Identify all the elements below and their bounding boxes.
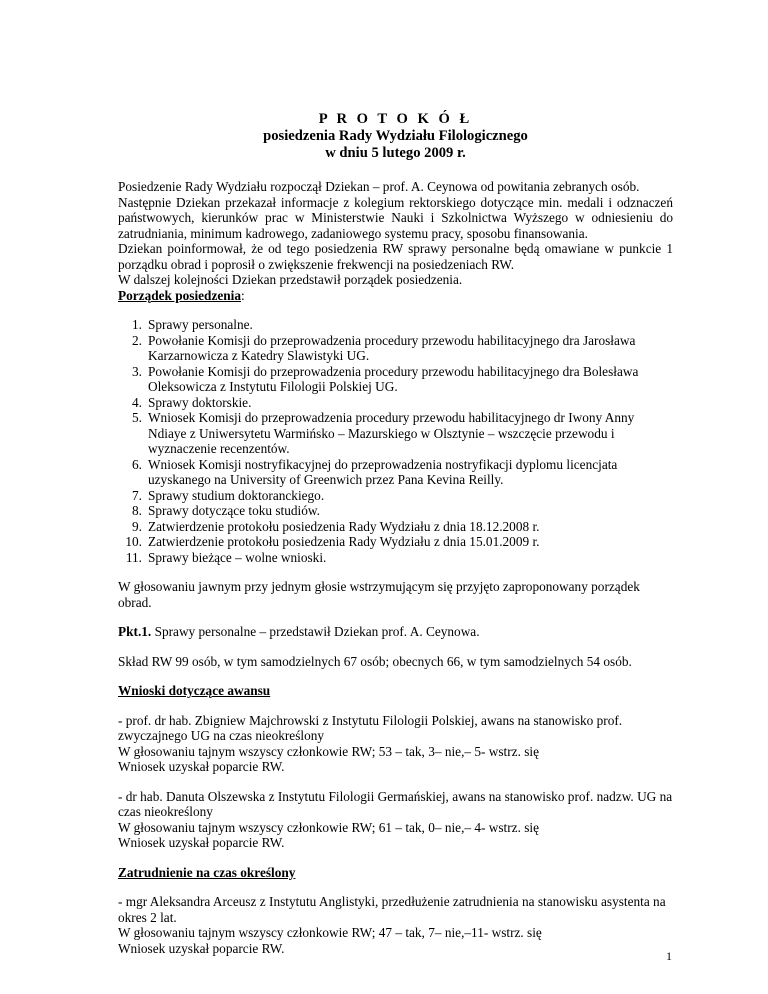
- pkt1-line: [118, 624, 673, 640]
- intro-section: [118, 179, 673, 303]
- agenda-item-number: 3.: [132, 363, 142, 379]
- agenda-item-text: Zatwierdzenie protokołu posiedzenia Rady Wydziału z dnia 15.01.2009 r.: [148, 534, 540, 549]
- intro-paragraph: Dziekan poinformował, że od tego posiedzenia RW sprawy personalne będą omawiane w punkcie 1 porządku obrad i poprosił o zwiększenie frekwencji na posiedzeniach RW.: [118, 241, 673, 272]
- agenda-item-text: Sprawy doktorskie.: [148, 394, 252, 410]
- title-date: w dniu 5 lutego 2009 r.: [325, 145, 466, 161]
- agenda-item-number: 7.: [132, 487, 142, 503]
- title-subject: posiedzenia Rady Wydziału Filologicznego: [263, 128, 528, 144]
- awans-entry: [118, 713, 673, 775]
- entry-description: - dr hab. Danuta Olszewska z Instytutu Filologii Germańskiej, awans na stanowisko prof. nadzw. UG na czas nieokreślony: [118, 788, 673, 819]
- agenda-item: [118, 410, 673, 457]
- zatrudnienie-entry: [118, 894, 673, 956]
- agenda-item-text: Zatwierdzenie protokołu posiedzenia Rady Wydziału z dnia 18.12.2008 r.: [148, 518, 540, 534]
- entry-vote: W głosowaniu tajnym wszyscy członkowie RW; 53 – tak, 3– nie,– 5- wstrz. się: [118, 743, 539, 759]
- agenda-item: [118, 519, 673, 535]
- agenda-item-text: Sprawy studium doktoranckiego.: [148, 487, 325, 503]
- agenda-heading: [118, 288, 673, 304]
- entry-description: - prof. dr hab. Zbigniew Majchrowski z Instytutu Filologii Polskiej, awans na stanowisko prof. zwyczajnego UG na czas nieokreślony: [118, 712, 623, 743]
- document-body: [118, 111, 673, 956]
- agenda-item-text: Sprawy bieżące – wolne wnioski.: [148, 549, 327, 565]
- agenda-item-text: Sprawy personalne.: [148, 317, 253, 332]
- agenda-item-number: 2.: [132, 332, 142, 348]
- agenda-item: [118, 550, 673, 566]
- agenda-heading-colon: :: [241, 287, 245, 303]
- agenda-item: [118, 395, 673, 411]
- intro-paragraph: Następnie Dziekan przekazał informacje z kolegium rektorskiego dotyczące min. medali i odznaczeń państwowych, kierunków prac w Ministerstwie Nauki i Szkolnictwa Wyższego w odniesieniu do zatrudniania, minimum kadrowego, zadaniowego systemu pracy, sposobu finansowania.: [118, 194, 673, 241]
- agenda-item-number: 9.: [132, 518, 142, 534]
- rw-composition: Skład RW 99 osób, w tym samodzielnych 67 osób; obecnych 66, w tym samodzielnych 54 osób.: [118, 653, 632, 669]
- agenda-item-number: 5.: [132, 410, 142, 425]
- agenda-item-number: 8.: [132, 503, 142, 518]
- pkt1-label: Pkt.1.: [118, 624, 152, 639]
- agenda-item-number: 1.: [132, 317, 142, 332]
- agenda-item-text: Powołanie Komisji do przeprowadzenia procedury przewodu habilitacyjnego dra Bolesława Oleksowicza z Instytutu Filologii Polskiej UG.: [148, 363, 639, 394]
- agenda-list: [118, 317, 673, 565]
- agenda-item-text: Wniosek Komisji nostryfikacyjnej do przeprowadzenia nostryfikacji dyplomu licencjata uzyskanego na University of Greenwich przez Pana Kevina Reilly.: [148, 456, 618, 487]
- page-number: 1: [666, 949, 672, 963]
- agenda-item-number: 6.: [132, 456, 142, 472]
- agenda-item-text: Powołanie Komisji do przeprowadzenia procedury przewodu habilitacyjnego dra Jarosława Karzarnowicza z Katedry Slawistyki UG.: [148, 332, 636, 363]
- agenda-item: [118, 503, 673, 519]
- document-title: [118, 111, 673, 162]
- pkt1-text: Sprawy personalne – przedstawił Dziekan prof. A. Ceynowa.: [151, 624, 480, 639]
- agenda-heading-text: Porządek posiedzenia: [118, 287, 241, 303]
- entry-description: - mgr Aleksandra Arceusz z Instytutu Anglistyki, przedłużenie zatrudnienia na stanowisku asystenta na okres 2 lat.: [118, 894, 666, 925]
- agenda-item-number: 10.: [125, 534, 142, 549]
- section-heading-zatrudnienie: Zatrudnienie na czas określony: [118, 864, 296, 880]
- entry-result: Wniosek uzyskał poparcie RW.: [118, 835, 285, 850]
- title-protokol: P R O T O K Ó Ł: [318, 111, 473, 127]
- intro-paragraph: Posiedzenie Rady Wydziału rozpoczął Dziekan – prof. A. Ceynowa od powitania zebranych osób.: [118, 179, 640, 194]
- agenda-vote-result: W głosowaniu jawnym przy jednym głosie wstrzymującym się przyjęto zaproponowany porządek obrad.: [118, 579, 640, 610]
- section-heading-awans: Wnioski dotyczące awansu: [118, 683, 271, 698]
- agenda-item: [118, 488, 673, 504]
- entry-vote: W głosowaniu tajnym wszyscy członkowie RW; 61 – tak, 0– nie,– 4- wstrz. się: [118, 819, 539, 835]
- entry-result: Wniosek uzyskał poparcie RW.: [118, 940, 285, 956]
- agenda-item-text: Wniosek Komisji do przeprowadzenia procedury przewodu habilitacyjnego dr Iwony Anny Ndiaye z Uniwersytetu Warmińsko – Mazurskiego w Olsztynie – wszczęcie przewodu i wyznaczenie recenzentów.: [148, 410, 635, 456]
- awans-entry: [118, 789, 673, 851]
- agenda-item: [118, 364, 673, 395]
- agenda-item-text: Sprawy dotyczące toku studiów.: [148, 503, 320, 518]
- agenda-item: [118, 534, 673, 550]
- agenda-item: [118, 317, 673, 333]
- entry-vote: W głosowaniu tajnym wszyscy członkowie RW; 47 – tak, 7– nie,–11- wstrz. się: [118, 925, 542, 940]
- agenda-item-number: 11.: [125, 549, 142, 565]
- agenda-item: [118, 457, 673, 488]
- entry-result: Wniosek uzyskał poparcie RW.: [118, 759, 285, 774]
- intro-paragraph: W dalszej kolejności Dziekan przedstawił porządek posiedzenia.: [118, 272, 463, 287]
- agenda-item: [118, 333, 673, 364]
- agenda-item-number: 4.: [132, 394, 142, 410]
